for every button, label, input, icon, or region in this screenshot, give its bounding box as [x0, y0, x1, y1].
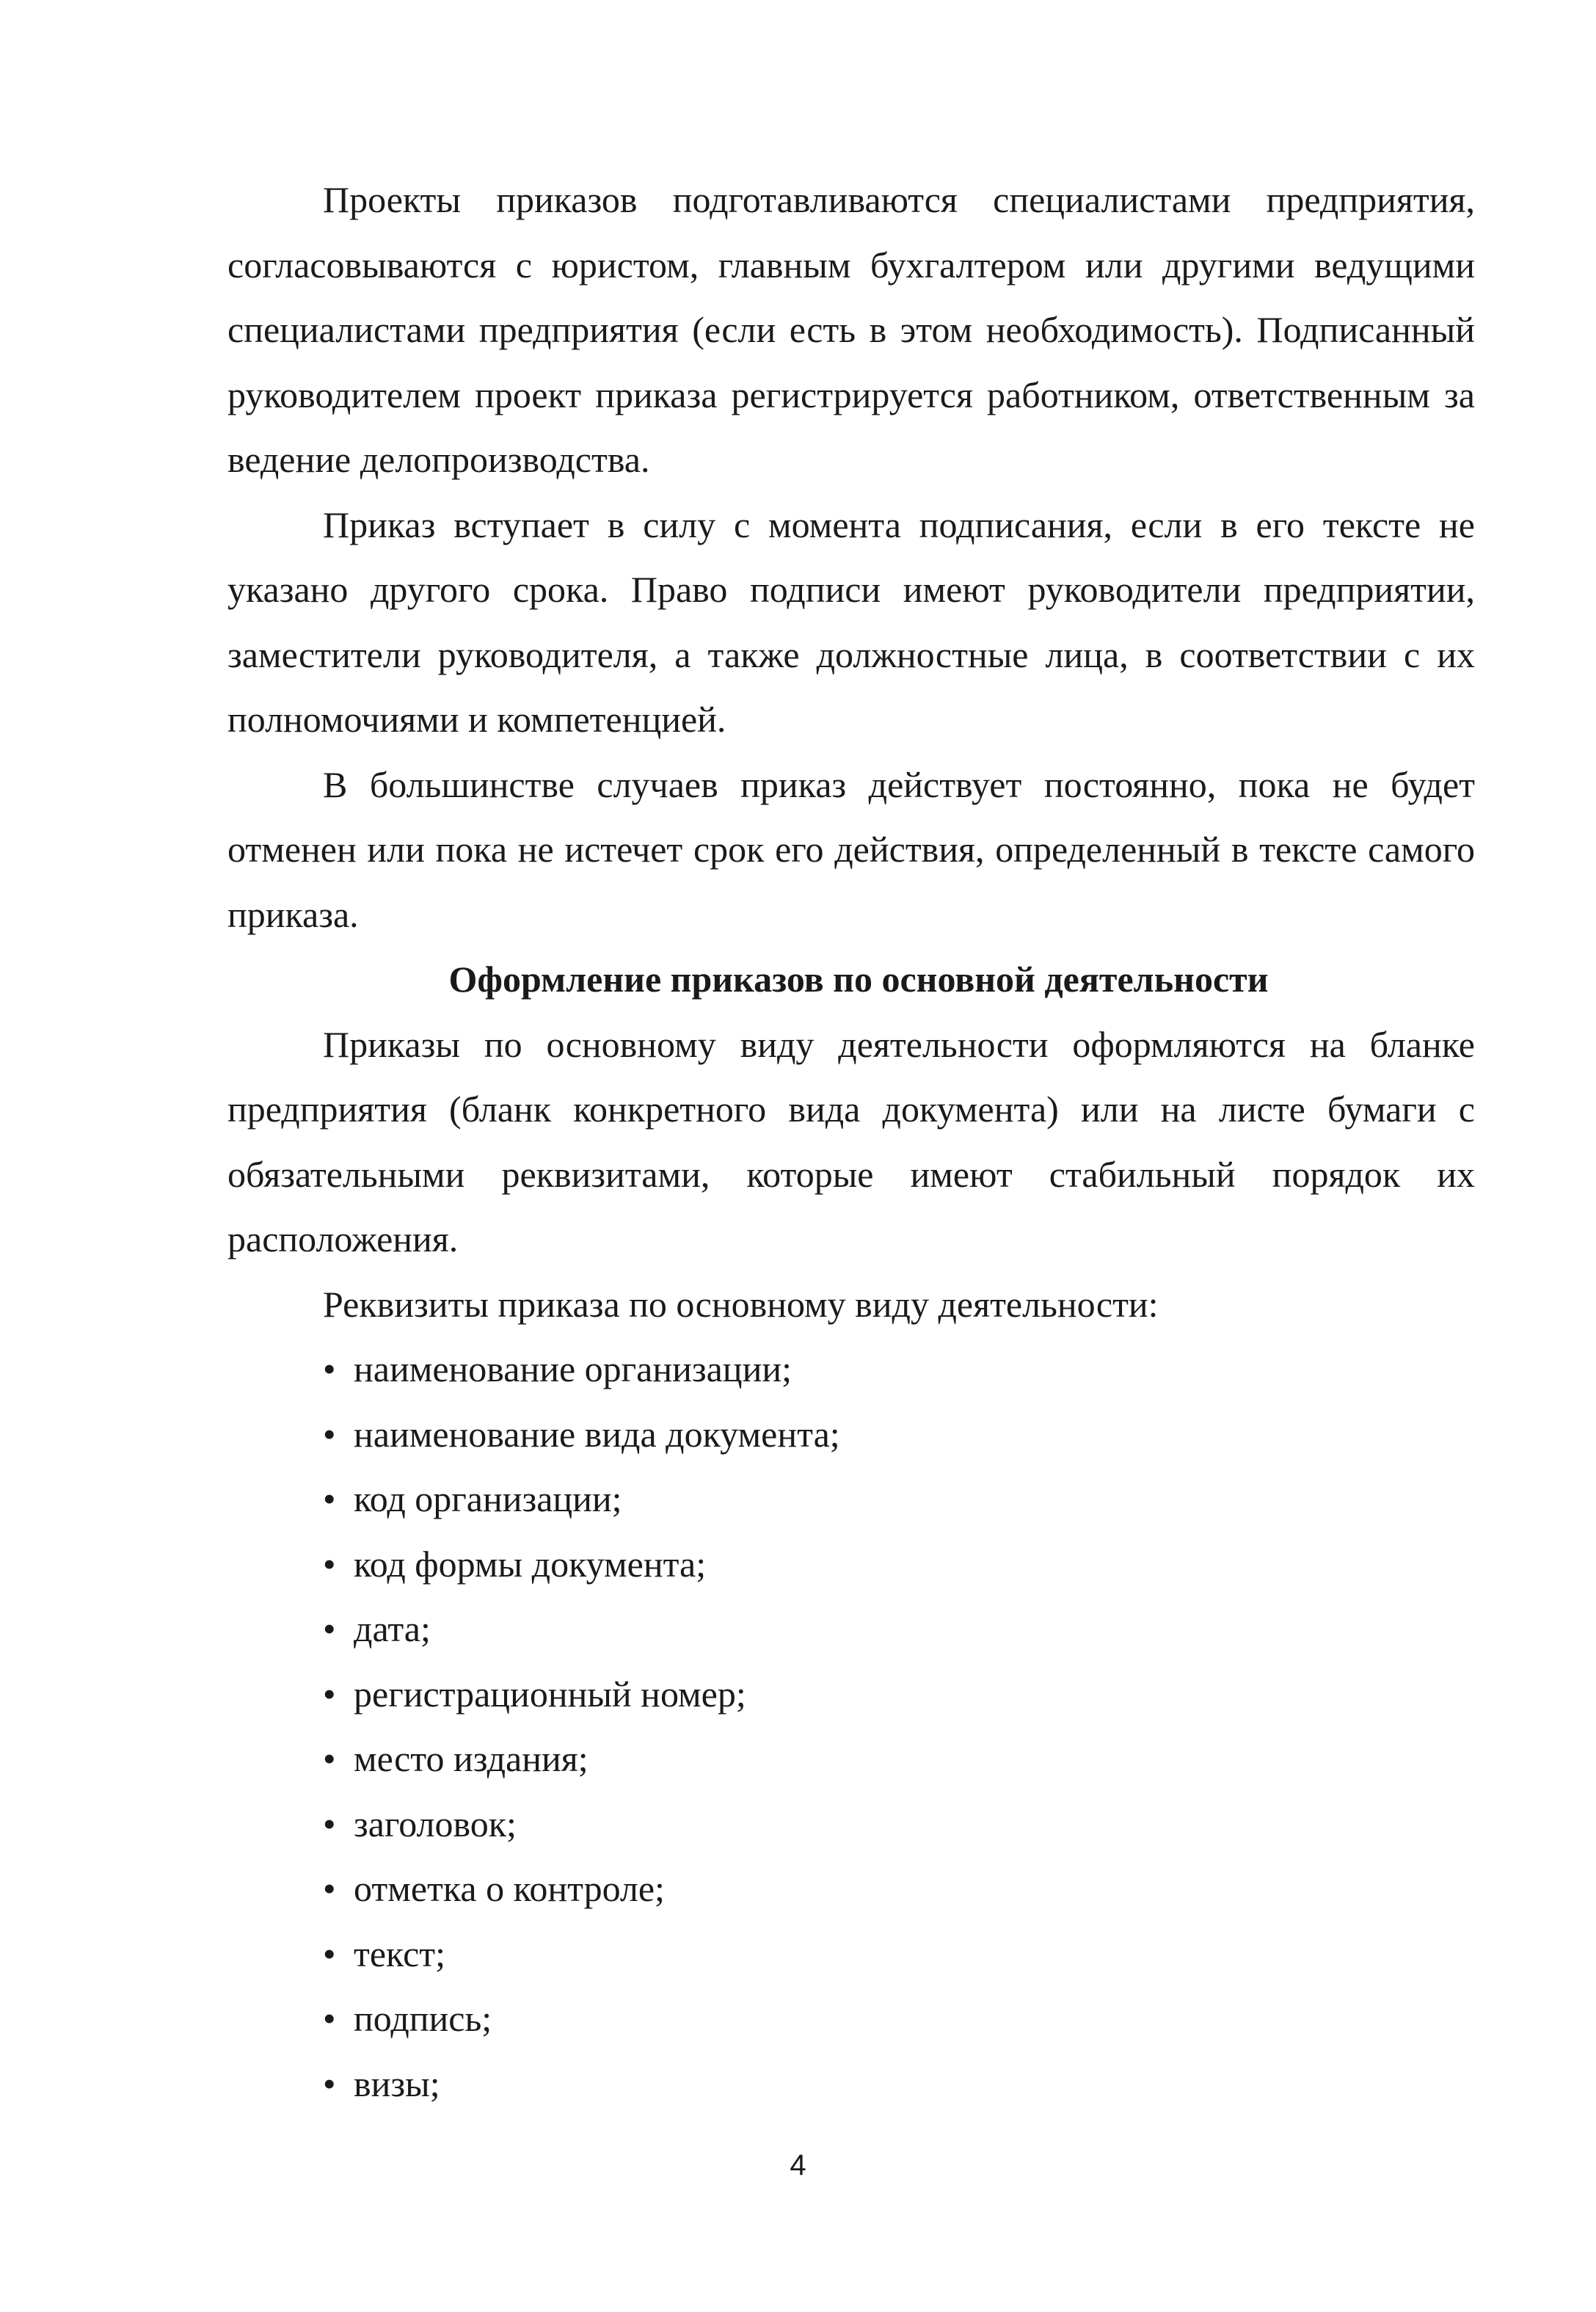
bullet-icon: •: [323, 2062, 336, 2104]
list-item: [323, 1662, 1475, 1727]
list-item-text: наименование вида документа;: [354, 1413, 840, 1455]
section-heading: Оформление приказов по основной деятельности: [448, 959, 1269, 1000]
list-item: [323, 1532, 1475, 1597]
list-item: [323, 1726, 1475, 1792]
bullet-icon: •: [323, 1348, 336, 1389]
list-item: [323, 1402, 1475, 1467]
bullet-icon: •: [323, 1738, 336, 1779]
list-item-text: регистрационный номер;: [354, 1673, 746, 1715]
bullet-icon: •: [323, 1608, 336, 1649]
page-number: [0, 2147, 1596, 2184]
list-item-text: заголовок;: [354, 1803, 517, 1844]
bullet-icon: •: [323, 1998, 336, 2039]
page-number-text: 4: [790, 2149, 806, 2181]
paragraph-drafts: Проекты приказов подготавливаются специалистами предприятия, согласовываются с юристом, главным бухгалтером или другими ведущими специалистами предприятия (если есть в этом необходимость). Подписанный руководителем проект приказа регистрируется работником, ответственным за ведение делопроизводства.: [227, 179, 1475, 480]
bullet-icon: •: [323, 1673, 336, 1715]
list-item-text: код формы документа;: [354, 1543, 707, 1585]
list-item: [323, 2051, 1475, 2117]
paragraph-format: Приказы по основному виду деятельности оформляются на бланке предприятия (бланк конкретного вида документа) или на листе бумаги с обязательными реквизитами, которые имеют стабильный порядок их расположения.: [227, 1023, 1475, 1259]
paragraph-effect: Приказ вступает в силу с момента подписания, если в его тексте не указано другого срока. Право подписи имеют руководители предприятии, заместители руководителя, а также должностные лица, в соответствии с их полномочиями и компетенцией.: [227, 504, 1475, 740]
list-item-text: подпись;: [354, 1998, 492, 2039]
bullet-icon: •: [323, 1478, 336, 1519]
document-page: [227, 167, 1475, 2116]
bullet-icon: •: [323, 1803, 336, 1844]
bullet-icon: •: [323, 1543, 336, 1585]
list-item: [323, 1466, 1475, 1532]
requisites-list: [227, 1337, 1475, 2116]
bullet-icon: •: [323, 1413, 336, 1455]
bullet-icon: •: [323, 1933, 336, 1974]
paragraph-validity: В большинстве случаев приказ действует постоянно, пока не будет отменен или пока не истечет срок его действия, определенный в тексте самого приказа.: [227, 763, 1475, 935]
list-item-text: код организации;: [354, 1478, 622, 1519]
list-item-text: наименование организации;: [354, 1348, 792, 1389]
bullet-icon: •: [323, 1868, 336, 1909]
list-item: [323, 1596, 1475, 1662]
list-item-text: визы;: [354, 2062, 440, 2104]
list-item-text: отметка о контроле;: [354, 1868, 665, 1909]
list-item: [323, 1337, 1475, 1402]
list-item: [323, 1922, 1475, 1987]
list-intro: Реквизиты приказа по основному виду деятельности:: [323, 1283, 1159, 1325]
list-item-text: место издания;: [354, 1738, 589, 1779]
list-item-text: дата;: [354, 1608, 431, 1649]
list-item-text: текст;: [354, 1933, 446, 1974]
list-item: [323, 1986, 1475, 2051]
list-item: [323, 1792, 1475, 1857]
list-item: [323, 1856, 1475, 1922]
